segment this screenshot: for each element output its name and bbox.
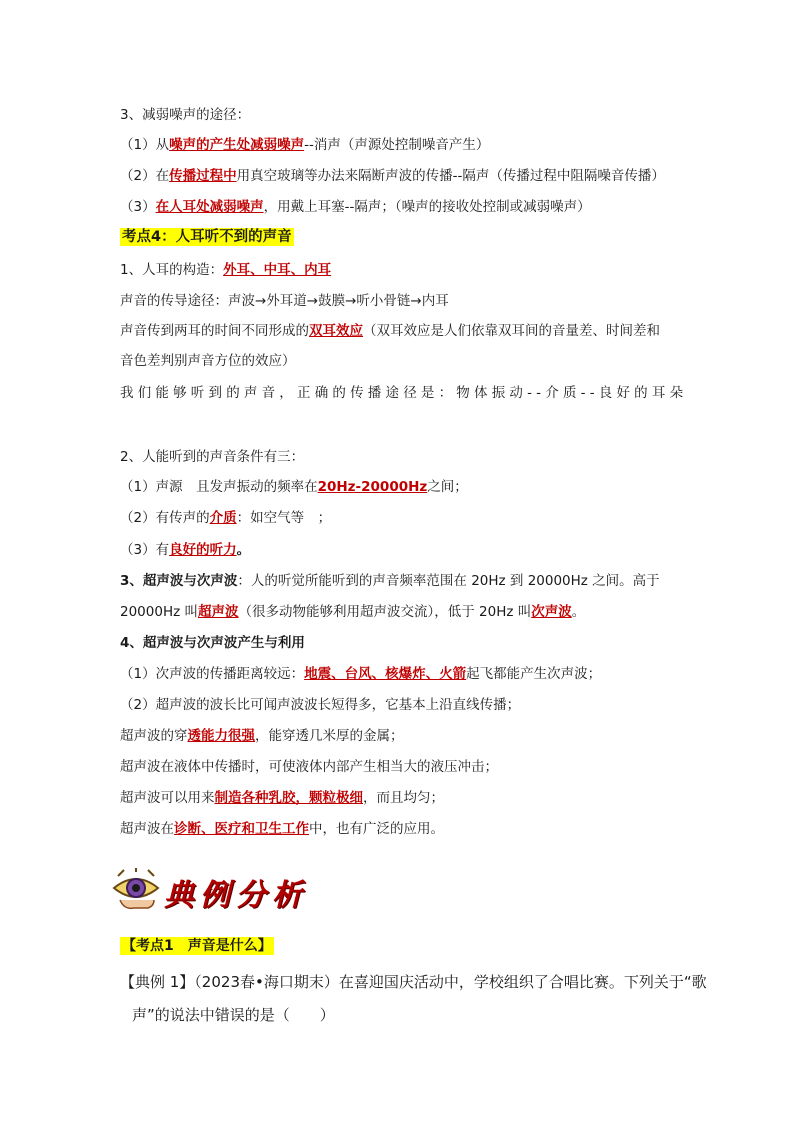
kp4-line-15: 超声波的穿透能力很强，能穿透几米厚的金属；	[120, 728, 404, 744]
kp4-line-17: 超声波可以用来制造各种乳胶，颗粒极细，而且均匀；	[120, 790, 444, 806]
kp4-line-2: 声音的传导途径：声波→外耳道→鼓膜→听小骨链→内耳	[120, 293, 449, 309]
kp4-line-8: （2）有传声的介质：如空气等 ；	[120, 510, 332, 526]
kp4-line-9: （3）有良好的听力。	[120, 542, 251, 558]
kp4-line-1: 1、人耳的构造：外耳、中耳、内耳	[120, 262, 332, 278]
example-label: 【考点1 声音是什么】	[122, 938, 272, 954]
kp4-line-14: （2）超声波的波长比可闻声波波长短得多，它基本上沿直线传播；	[120, 697, 521, 713]
kp4-line-6: 2、人能听到的声音条件有三：	[120, 449, 305, 465]
kp4-line-13: （1）次声波的传播距离较远：地震、台风、核爆炸、火箭起飞都能产生次声波；	[120, 666, 602, 682]
kp4-line-18: 超声波在诊断、医疗和卫生工作中，也有广泛的应用。	[120, 821, 444, 837]
kp4-line-11: 20000Hz 叫超声波（很多动物能够利用超声波交流），低于 20Hz 叫次声波。	[120, 604, 586, 620]
kp4-line-4: 音色差判别声音方位的效应）	[120, 353, 296, 369]
example-line-1: 【典例 1】（2023春•海口期末）在喜迎国庆活动中，学校组织了合唱比赛。下列关于“歌	[120, 973, 707, 991]
kp4-line-7: （1）声源 且发声振动的频率在20Hz-20000Hz之间；	[120, 479, 468, 495]
eye-scroll-icon	[110, 866, 162, 912]
s3-item-3: （3）在人耳处减弱噪声，用戴上耳塞--隔声；（噪声的接收处控制或减弱噪声）	[120, 199, 591, 215]
s3-title: 3、减弱噪声的途径：	[120, 107, 251, 123]
s3-item-2: （2）在传播过程中用真空玻璃等办法来隔断声波的传播--隔声（传播过程中阻隔噪音传播）	[120, 168, 665, 184]
kp4-heading: 考点4：人耳听不到的声音	[122, 229, 292, 245]
kp4-line-12: 4、超声波与次声波产生与利用	[120, 635, 305, 651]
s3-item-1: （1）从噪声的产生处减弱噪声--消声（声源处控制噪音产生）	[120, 137, 490, 153]
kp4-line-3: 声音传到两耳的时间不同形成的双耳效应（双耳效应是人们依靠双耳间的音量差、时间差和	[120, 323, 660, 339]
section-title: 典例分析	[164, 878, 308, 913]
kp4-line-5: 我们能够听到的声音，正确的传播途径是：物体振动--介质--良好的耳朵	[120, 385, 688, 401]
kp4-line-16: 超声波在液体中传播时，可使液体内部产生相当大的液压冲击；	[120, 759, 498, 775]
example-line-2: 声”的说法中错误的是（ ）	[132, 1006, 335, 1024]
kp4-line-10: 3、超声波与次声波：人的听觉所能听到的声音频率范围在 20Hz 到 20000Hz 之间。高于	[120, 573, 660, 589]
